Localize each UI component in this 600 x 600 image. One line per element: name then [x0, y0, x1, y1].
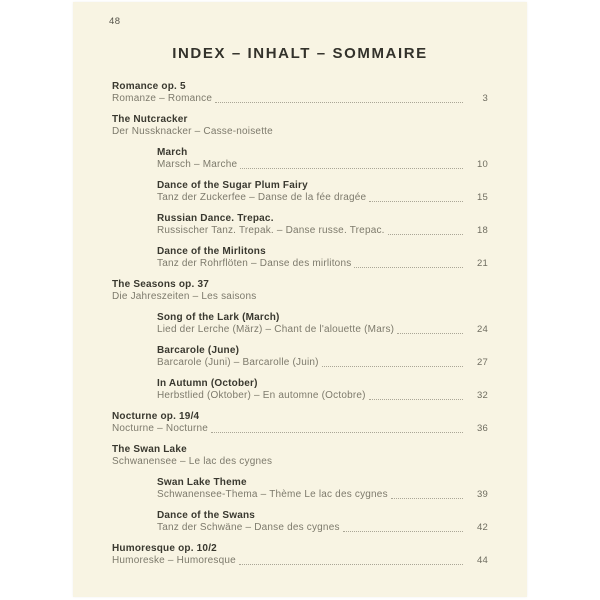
entry-page-number: 21 [477, 258, 488, 269]
entry-subtitle-row [157, 522, 488, 534]
toc-entry [112, 444, 488, 468]
entry-subtitle: Nocturne – Nocturne [112, 423, 209, 434]
page-title: INDEX – INHALT – SOMMAIRE [172, 45, 428, 62]
toc-entry [112, 279, 488, 303]
entry-subtitle-row [112, 291, 488, 303]
entry-page-number: 18 [477, 225, 488, 236]
book-page [73, 2, 527, 597]
entry-page-number: 42 [477, 522, 488, 533]
dot-leader [239, 564, 463, 565]
entry-subtitle-row [157, 324, 488, 336]
entry-title: Barcarole (June) [157, 345, 240, 356]
entry-page-number: 44 [477, 555, 488, 566]
toc-entry [157, 510, 488, 534]
toc-entry [112, 543, 488, 567]
dot-leader [343, 531, 463, 532]
entry-subtitle-row [112, 456, 488, 468]
dot-leader [388, 234, 463, 235]
entry-subtitle-row [112, 555, 488, 567]
entry-title: Dance of the Sugar Plum Fairy [157, 180, 308, 191]
dot-leader [397, 333, 463, 334]
entry-subtitle: Barcarole (Juni) – Barcarolle (Juin) [157, 357, 319, 368]
entry-title: The Nutcracker [112, 114, 188, 125]
entry-subtitle-row [157, 258, 488, 270]
entry-subtitle-row [112, 126, 488, 138]
entry-page-number: 15 [477, 192, 488, 203]
entry-page-number: 10 [477, 159, 488, 170]
entry-subtitle: Schwanensee – Le lac des cygnes [112, 456, 273, 467]
entry-subtitle: Romanze – Romance [112, 93, 213, 104]
page-folio-number: 48 [109, 16, 121, 27]
entry-title: Dance of the Swans [157, 510, 256, 521]
entry-page-number: 27 [477, 357, 488, 368]
entry-title: Song of the Lark (March) [157, 312, 280, 323]
toc-entry [157, 345, 488, 369]
toc-entry [112, 411, 488, 435]
toc-entry [157, 180, 488, 204]
toc-entry [157, 378, 488, 402]
entry-page-number: 3 [482, 93, 488, 104]
entry-title: Humoresque op. 10/2 [112, 543, 217, 554]
entry-title: Dance of the Mirlitons [157, 246, 266, 257]
entry-title: In Autumn (October) [157, 378, 258, 389]
toc-entry [112, 114, 488, 138]
entry-subtitle-row [157, 390, 488, 402]
entry-page-number: 39 [477, 489, 488, 500]
entry-subtitle-row [157, 192, 488, 204]
toc-entry [157, 312, 488, 336]
dot-leader [369, 201, 463, 202]
dot-leader [354, 267, 463, 268]
entry-subtitle-row [112, 93, 488, 105]
entry-subtitle: Humoreske – Humoresque [112, 555, 236, 566]
entry-subtitle: Herbstlied (Oktober) – En automne (Octobre) [157, 390, 366, 401]
entry-subtitle-row [157, 357, 488, 369]
entry-subtitle-row [157, 159, 488, 171]
entry-title: Romance op. 5 [112, 81, 186, 92]
entry-title: Swan Lake Theme [157, 477, 247, 488]
entry-subtitle: Russischer Tanz. Trepak. – Danse russe. Trepac. [157, 225, 385, 236]
dot-leader [215, 102, 463, 103]
entry-title: Russian Dance. Trepac. [157, 213, 274, 224]
entry-subtitle: Tanz der Zuckerfee – Danse de la fée dragée [157, 192, 367, 203]
entry-subtitle: Die Jahreszeiten – Les saisons [112, 291, 257, 302]
entry-subtitle-row [157, 489, 488, 501]
dot-leader [240, 168, 463, 169]
entry-title: March [157, 147, 188, 158]
entry-title: The Seasons op. 37 [112, 279, 209, 290]
entry-page-number: 32 [477, 390, 488, 401]
entry-subtitle: Lied der Lerche (März) – Chant de l'alouette (Mars) [157, 324, 395, 335]
dot-leader [211, 432, 463, 433]
toc-entry [157, 213, 488, 237]
entry-subtitle: Der Nussknacker – Casse-noisette [112, 126, 273, 137]
entry-subtitle: Tanz der Rohrflöten – Danse des mirlitons [157, 258, 352, 269]
entry-title: The Swan Lake [112, 444, 187, 455]
entry-subtitle-row [157, 225, 488, 237]
entry-page-number: 36 [477, 423, 488, 434]
toc-list [112, 81, 488, 576]
entry-page-number: 24 [477, 324, 488, 335]
entry-subtitle: Marsch – Marche [157, 159, 238, 170]
toc-entry [112, 81, 488, 105]
dot-leader [369, 399, 463, 400]
dot-leader [322, 366, 463, 367]
toc-entry [157, 477, 488, 501]
toc-entry [157, 147, 488, 171]
entry-subtitle: Schwanensee-Thema – Thème Le lac des cygnes [157, 489, 388, 500]
toc-entry [157, 246, 488, 270]
entry-title: Nocturne op. 19/4 [112, 411, 200, 422]
entry-subtitle-row [112, 423, 488, 435]
entry-subtitle: Tanz der Schwäne – Danse des cygnes [157, 522, 340, 533]
dot-leader [391, 498, 463, 499]
